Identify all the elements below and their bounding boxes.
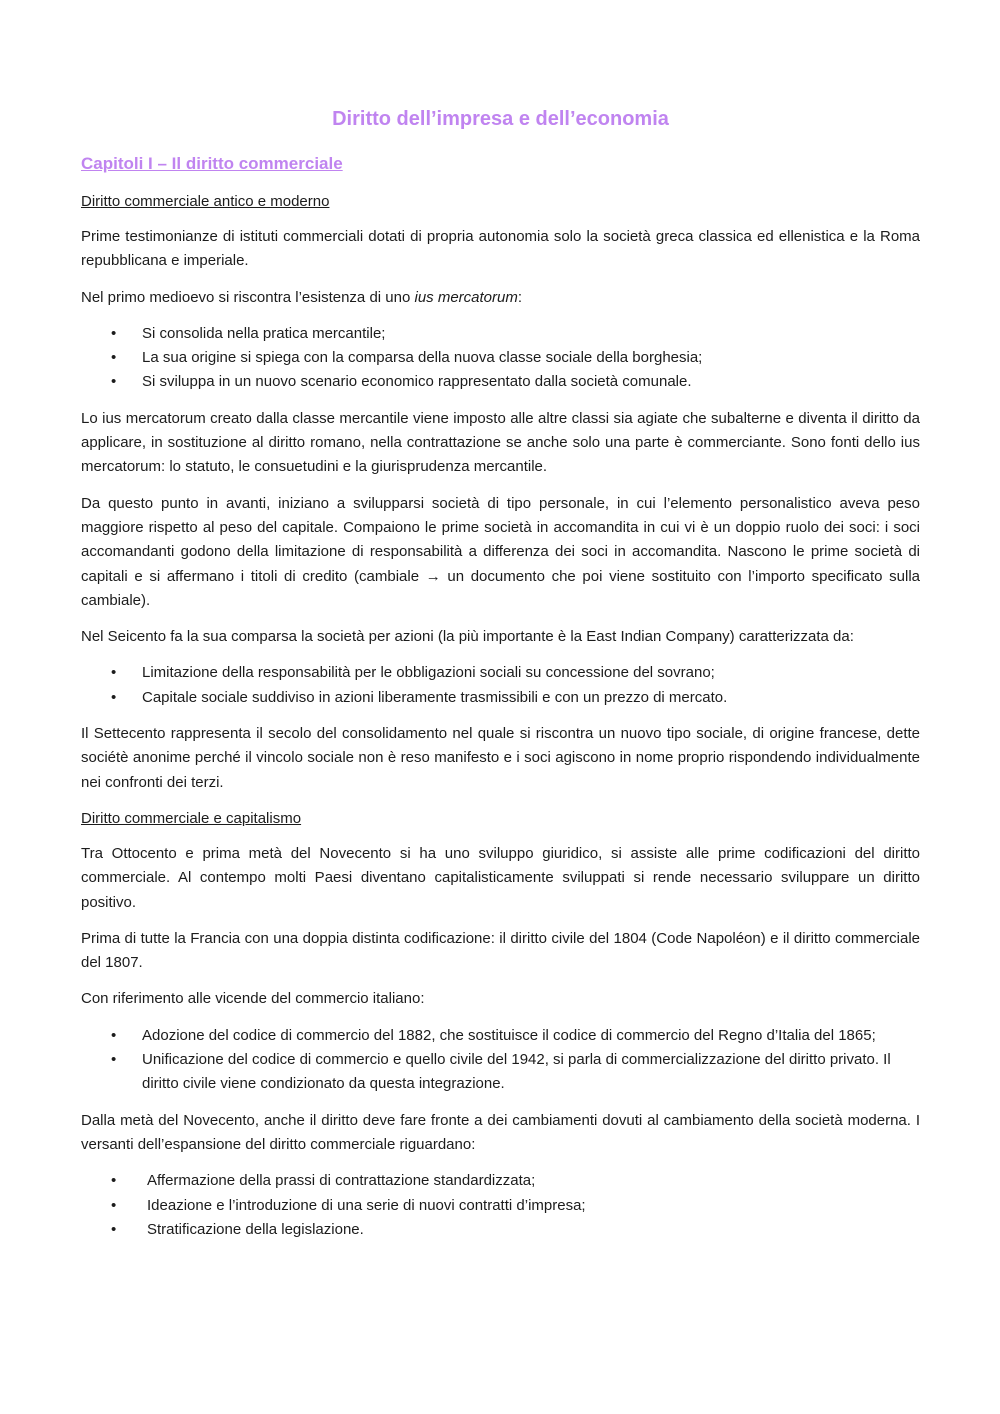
list-item (81, 1218, 920, 1242)
list-item-text: Unificazione del codice di commercio e quello civile del 1942, si parla di commercializzazione del diritto privato. Il diritto civile viene condizionato da questa integrazione. (142, 1051, 891, 1093)
document-title: Diritto dell’impresa e dell’economia (332, 108, 669, 130)
list-item (81, 686, 920, 710)
bullet-icon: • (111, 688, 117, 706)
paragraph-societa-personali: Da questo punto in avanti, iniziano a svilupparsi società di tipo personale, in cui l’elemento personalistico aveva peso maggiore rispetto al peso del capitale. Compaiono le prime società in accomandita in cui vi è un doppio ruolo dei soci: i soci accomandanti godono della limitazione di responsabilità a differenza dei soci in accomandita. Nascono le prime società di capitali e si affermano i titoli di credito (cambiale → un documento che poi viene sostituito con l’importo specificato sulla cambiale). (81, 494, 920, 609)
paragraph-text: Nel primo medioevo si riscontra l’esistenza di uno (81, 288, 415, 306)
section-heading-antico-moderno: Diritto commerciale antico e moderno (81, 193, 330, 210)
list-item-text: Si sviluppa in un nuovo scenario economico rappresentato dalla società comunale. (142, 373, 692, 391)
bullet-list-societa-azioni (81, 661, 920, 710)
bullet-list-commercio-italiano (81, 1024, 920, 1097)
paragraph-seicento: Nel Seicento fa la sua comparsa la società per azioni (la più importante è la East Indian Company) caratterizzata da: (81, 628, 854, 646)
paragraph-text: : (517, 288, 523, 306)
paragraph-francia: Prima di tutte la Francia con una doppia distinta codificazione: il diritto civile del 1804 (Code Napoléon) e il diritto commerciale del 1807. (81, 929, 920, 972)
paragraph-ottocento: Tra Ottocento e prima metà del Novecento si ha uno sviluppo giuridico, si assiste alle prime codificazioni del diritto commerciale. Al contempo molti Paesi diventano capitalisticamente sviluppati si rende necessario sviluppare un diritto positivo. (81, 844, 920, 911)
list-item (81, 1048, 920, 1097)
paragraph-primo-medioevo (81, 286, 920, 310)
bullet-icon: • (111, 1026, 117, 1044)
list-item-text: Adozione del codice di commercio del 1882, che sostituisce il codice di commercio del Regno d’Italia del 1865; (142, 1026, 876, 1044)
chapter-heading: Capitoli I – Il diritto commerciale (81, 154, 343, 173)
bullet-icon: • (111, 1172, 117, 1190)
bullet-icon: • (111, 373, 117, 391)
list-item (81, 322, 920, 346)
list-item (81, 370, 920, 394)
list-item (81, 661, 920, 685)
list-item (81, 346, 920, 370)
list-item-text: Stratificazione della legislazione. (147, 1220, 364, 1238)
list-item (81, 1169, 920, 1193)
list-item-text: Capitale sociale suddiviso in azioni liberamente trasmissibili e con un prezzo di mercato. (142, 688, 728, 706)
paragraph-settecento: Il Settecento rappresenta il secolo del consolidamento nel quale si riscontra un nuovo tipo sociale, di origine francese, dette sociétè anonime perché il vincolo sociale non è reso manifesto e i soci agiscono in nome proprio rispondendo individualmente nei confronti dei terzi. (81, 725, 920, 791)
paragraph-testimonianze: Prime testimonianze di istituti commerciali dotati di propria autonomia solo la società greca classica ed ellenistica e la Roma repubblicana e imperiale. (81, 228, 920, 270)
list-item-text: Ideazione e l’introduzione di una serie di nuovi contratti d’impresa; (147, 1196, 586, 1214)
bullet-icon: • (111, 324, 117, 342)
bullet-icon: • (111, 1196, 117, 1214)
paragraph-novecento: Dalla metà del Novecento, anche il diritto deve fare fronte a dei cambiamenti dovuti al cambiamento della società moderna. I versanti dell’espansione del diritto commerciale riguardano: (81, 1111, 920, 1153)
bullet-icon: • (111, 1220, 117, 1238)
list-item-text: Limitazione della responsabilità per le obbligazioni sociali su concessione del sovrano; (142, 664, 715, 682)
list-item-text: Si consolida nella pratica mercantile; (142, 324, 386, 342)
list-item (81, 1024, 920, 1048)
bullet-icon: • (111, 349, 117, 367)
list-item (81, 1194, 920, 1218)
paragraph-commercio-italiano: Con riferimento alle vicende del commercio italiano: (81, 990, 425, 1008)
list-item-text: Affermazione della prassi di contrattazione standardizzata; (147, 1172, 536, 1190)
bullet-icon: • (111, 664, 117, 682)
bullet-icon: • (111, 1051, 117, 1069)
section-heading-capitalismo: Diritto commerciale e capitalismo (81, 809, 302, 827)
list-item-text: La sua origine si spiega con la comparsa della nuova classe sociale della borghesia; (142, 349, 703, 367)
bullet-list-espansione (81, 1169, 920, 1242)
bullet-list-ius-mercatorum (81, 322, 920, 395)
paragraph-ius-mercatorum: Lo ius mercatorum creato dalla classe mercantile viene imposto alle altre classi sia agiate che subalterne e diventa il diritto da applicare, in sostituzione al diritto romano, nella contrattazione se anche solo una parte è commerciante. Sono fonti dello ius mercatorum: lo statuto, le consuetudini e la giurisprudenza mercantile. (81, 409, 920, 476)
italic-term: ius mercatorum (414, 288, 518, 306)
